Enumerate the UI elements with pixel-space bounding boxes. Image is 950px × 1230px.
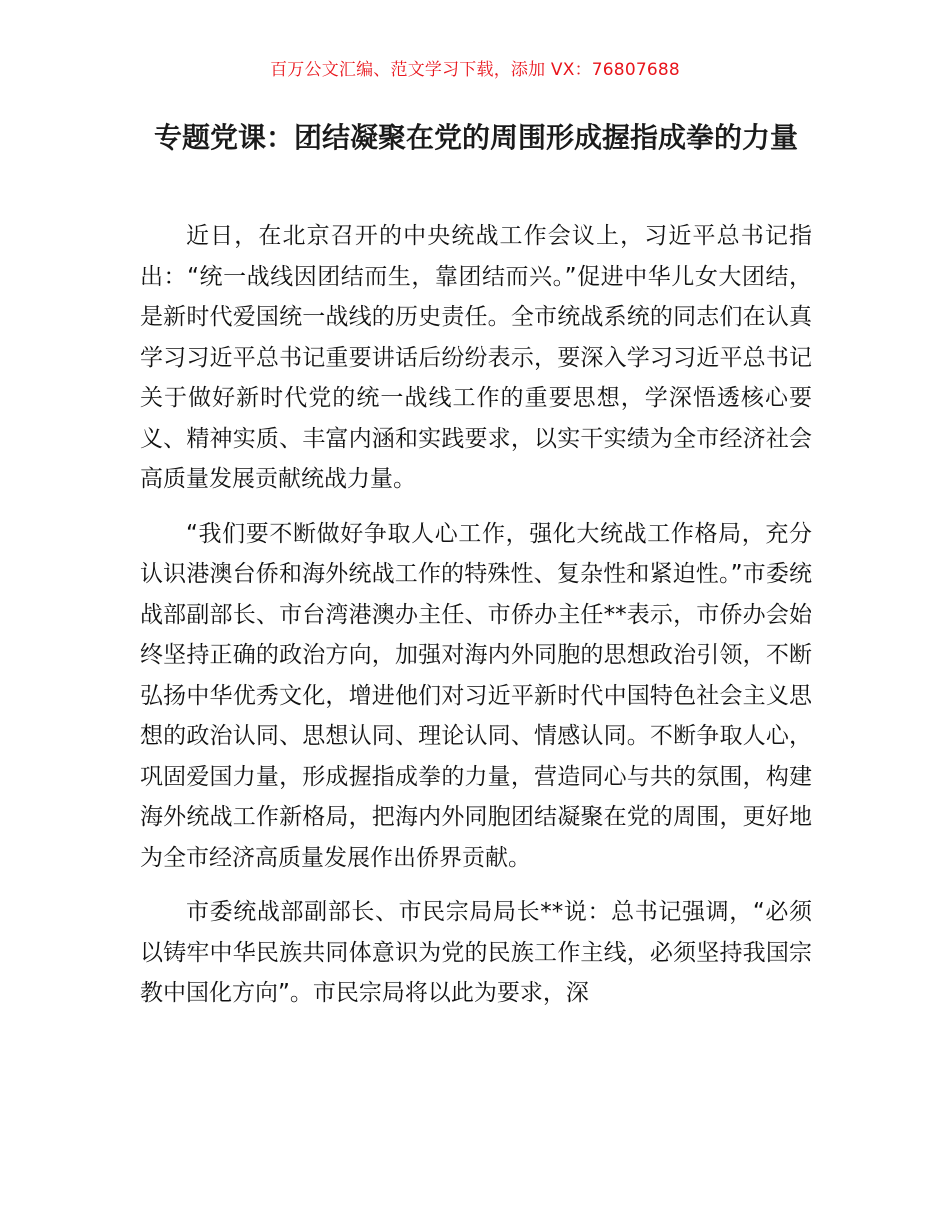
paragraph-2: “我们要不断做好争取人心工作，强化大统战工作格局，充分认识港澳台侨和海外统战工作的特殊性、复杂性和紧迫性。”市委统战部副部长、市台湾港澳办主任、市侨办主任**表示，市侨办会始终坚持正确的政治方向，加强对海内外同胞的思想政治引领，不断弘扬中华优秀文化，增进他们对习近平新时代中国特色社会主义思想的政治认同、思想认同、理论认同、情感认同。不断争取人心，巩固爱国力量，形成握指成拳的力量，营造同心与共的氛围，构建海外统战工作新格局，把海内外同胞团结凝聚在党的周围，更好地为全市经济高质量发展作出侨界贡献。 [140, 520, 812, 871]
document-title: 专题党课：团结凝聚在党的周围形成握指成拳的力量 [153, 121, 798, 154]
header-watermark-note: 百万公文汇编、范文学习下载，添加 VX：76807688 [270, 60, 680, 80]
document-body [140, 216, 812, 1028]
paragraph-3: 市委统战部副部长、市民宗局局长**说：总书记强调，“必须以铸牢中华民族共同体意识为党的民族工作主线，必须坚持我国宗教中国化方向”。市民宗局将以此为要求，深 [140, 899, 812, 1006]
paragraph-1: 近日，在北京召开的中央统战工作会议上，习近平总书记指出：“统一战线因团结而生，靠团结而兴。”促进中华儿女大团结，是新时代爱国统一战线的历史责任。全市统战系统的同志们在认真学习习近平总书记重要讲话后纷纷表示，要深入学习习近平总书记关于做好新时代党的统一战线工作的重要思想，学深悟透核心要义、精神实质、丰富内涵和实践要求，以实干实绩为全市经济社会高质量发展贡献统战力量。 [140, 223, 812, 492]
